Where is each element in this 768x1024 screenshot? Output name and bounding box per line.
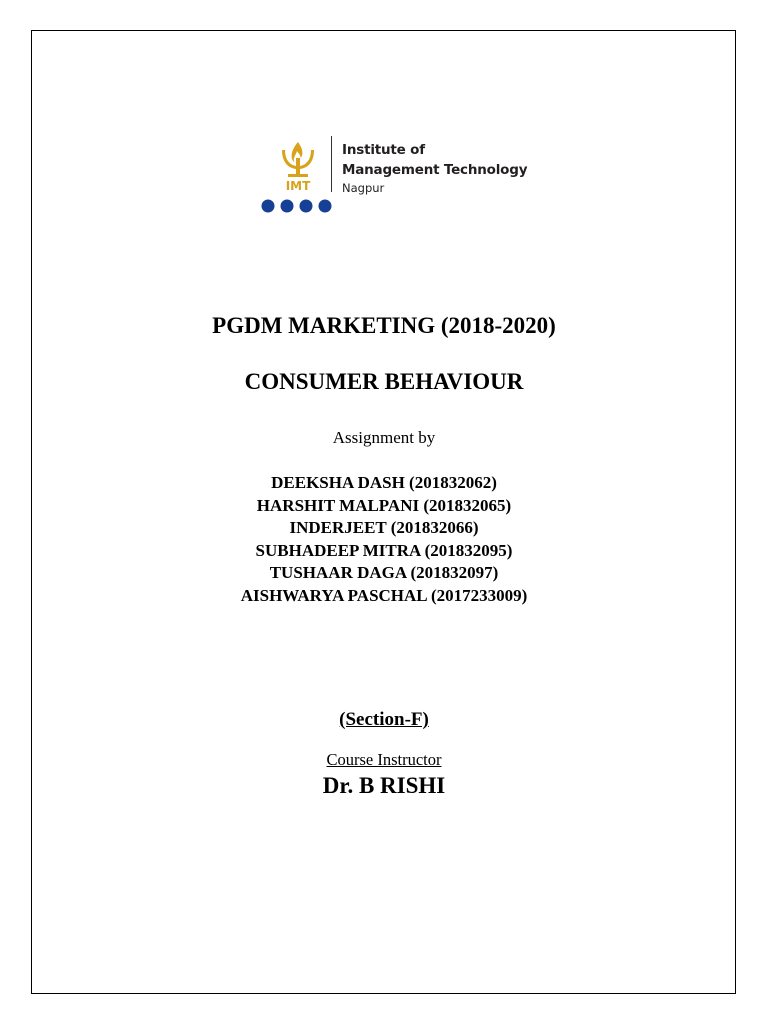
member-item: AISHWARYA PASCHAL (2017233009)	[240, 585, 528, 605]
logo-line-management-technology: Management Technology	[342, 162, 528, 178]
logo-dots-icon	[260, 198, 340, 214]
course-instructor-name: Dr. B RISHI	[322, 773, 446, 798]
imt-emblem-icon	[276, 140, 320, 194]
program-title: PGDM MARKETING (2018-2020)	[212, 313, 556, 338]
logo-line-institute: Institute of	[342, 142, 425, 158]
member-item: HARSHIT MALPANI (201832065)	[256, 495, 512, 515]
logo-line-city: Nagpur	[342, 181, 385, 195]
member-item: SUBHADEEP MITRA (201832095)	[255, 540, 513, 560]
member-item: INDERJEET (201832066)	[289, 518, 479, 538]
member-item: TUSHAAR DAGA (201832097)	[269, 563, 499, 583]
logo-text	[342, 140, 527, 196]
section-label: (Section-F)	[339, 709, 429, 730]
member-item: DEEKSHA DASH (201832062)	[271, 473, 497, 492]
assignment-label: Assignment by	[332, 428, 436, 447]
subject-title: CONSUMER BEHAVIOUR	[244, 369, 524, 394]
logo-divider	[331, 136, 332, 192]
course-instructor-label: Course Instructor	[326, 750, 442, 769]
imt-logo	[258, 132, 528, 216]
member-list	[0, 472, 768, 608]
imt-mark-text: IMT	[285, 179, 311, 193]
